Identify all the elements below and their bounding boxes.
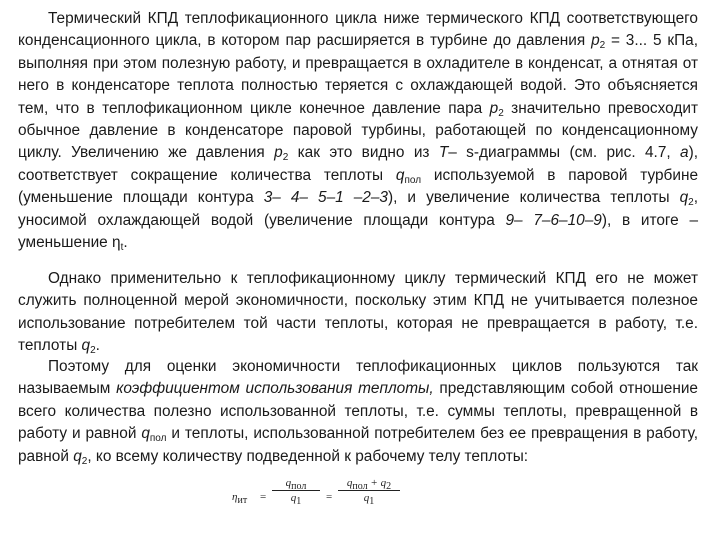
text-run: ), в итоге – уменьшение η (18, 211, 699, 252)
equals-sign: = (260, 491, 267, 503)
subscript: 2 (81, 455, 88, 467)
term-emphasis: коэффициентом использования теплоты, (116, 380, 434, 398)
text-run: представляющим собой отношение всего количества полезно использованной теплоты, т.е. суммы теплоты, превращенной в работу и равной (18, 380, 698, 443)
subscript: 2 (282, 152, 289, 164)
text-run: , ко всему количеству подведенной к рабочему телу теплоты: (87, 447, 529, 465)
subscript: пол (352, 481, 368, 492)
var-T: T (438, 144, 449, 162)
text-run: как это видно из (288, 144, 439, 162)
var-q: q (141, 425, 150, 443)
text-run: ), соответствует сокращение количества теплоты (18, 144, 698, 184)
subscript: 2 (90, 345, 96, 357)
text-run: Однако применительно к теплофикационному циклу термический КПД его не может служить полноценной мерой экономичности, поскольку этим КПД не учитывается полезное использование потребителем той части теплоты, которая не превращается в работу, т.е. теплоты (18, 270, 698, 355)
var-q: q (290, 492, 297, 504)
fraction-numerator (338, 477, 400, 490)
var-p: p (489, 99, 499, 117)
subscript: пол (291, 481, 307, 492)
var-q: q (346, 477, 353, 489)
subscript: 1 (369, 496, 375, 507)
text-run: ), и увеличение количества теплоты (387, 189, 680, 207)
text-run: Поэтому для оценки экономичности теплофикационных циклов пользуются так называемым (18, 358, 698, 398)
paragraph-limitation (18, 268, 698, 358)
text-run: Термический КПД теплофикационного цикла ниже термического КПД соответствующего конденсационного цикла, в котором пар расширяется в турбине до давления (18, 10, 698, 50)
var-q: q (679, 189, 689, 207)
var-a: а (680, 144, 689, 162)
plus-q: + q (367, 477, 387, 489)
subscript: 2 (599, 40, 606, 52)
eta-symbol: η (232, 491, 238, 503)
text-run: значительно превосходит обычное давление в конденсаторе паровой турбины, работающей по конденсационному циклу. Увеличению же давления (18, 99, 698, 162)
subscript: 2 (688, 197, 694, 209)
subscript: пол (404, 174, 422, 186)
fraction-numerator (272, 477, 320, 490)
var-q: q (395, 166, 405, 184)
text-run: . (123, 234, 128, 252)
contour-label: 9– 7–6–10–9 (505, 211, 602, 229)
paragraph-thermal-efficiency (18, 8, 698, 254)
fraction-denominator (272, 491, 320, 507)
text-run: . (95, 337, 100, 355)
fraction-2 (338, 477, 400, 507)
text-run: и теплоты, использованной потребителем без ее превращения в работу, равной (18, 425, 698, 465)
contour-label: 3– 4– 5–1 –2–3 (263, 189, 388, 207)
fraction-1 (272, 477, 320, 507)
text-run: используемой в паровой турбине (уменьшение площади контура (18, 166, 699, 207)
subscript: t (120, 242, 124, 254)
paragraph-utilization-coefficient (18, 356, 698, 468)
var-p: p (591, 32, 600, 50)
subscript: ит (237, 495, 248, 506)
var-q: q (363, 492, 370, 504)
var-q: q (73, 447, 82, 465)
var-q: q (285, 477, 292, 489)
equals-sign: = (326, 491, 333, 503)
formula-lhs (232, 491, 248, 506)
text-run: – s-диаграммы (см. рис. 4.7, (448, 144, 681, 162)
subscript: 1 (296, 496, 302, 507)
subscript: 2 (386, 481, 392, 492)
subscript: пол (149, 433, 167, 445)
var-q: q (81, 337, 91, 355)
subscript: 2 (498, 107, 504, 119)
text-run: , уносимой охлаждающей водой (увеличение площади контура (18, 189, 699, 229)
fraction-denominator (338, 491, 400, 507)
var-p: p (274, 144, 283, 162)
text-run: = 3... 5 кПа, выполняя при этом полезную работу, и превращается в охладителе в конденсат, а отнятая от него в конденсаторе теплота полностью теряется с охлаждающей водой. Это объясняется тем, что в теплофикационном цикле конечное давление пара (18, 32, 699, 117)
